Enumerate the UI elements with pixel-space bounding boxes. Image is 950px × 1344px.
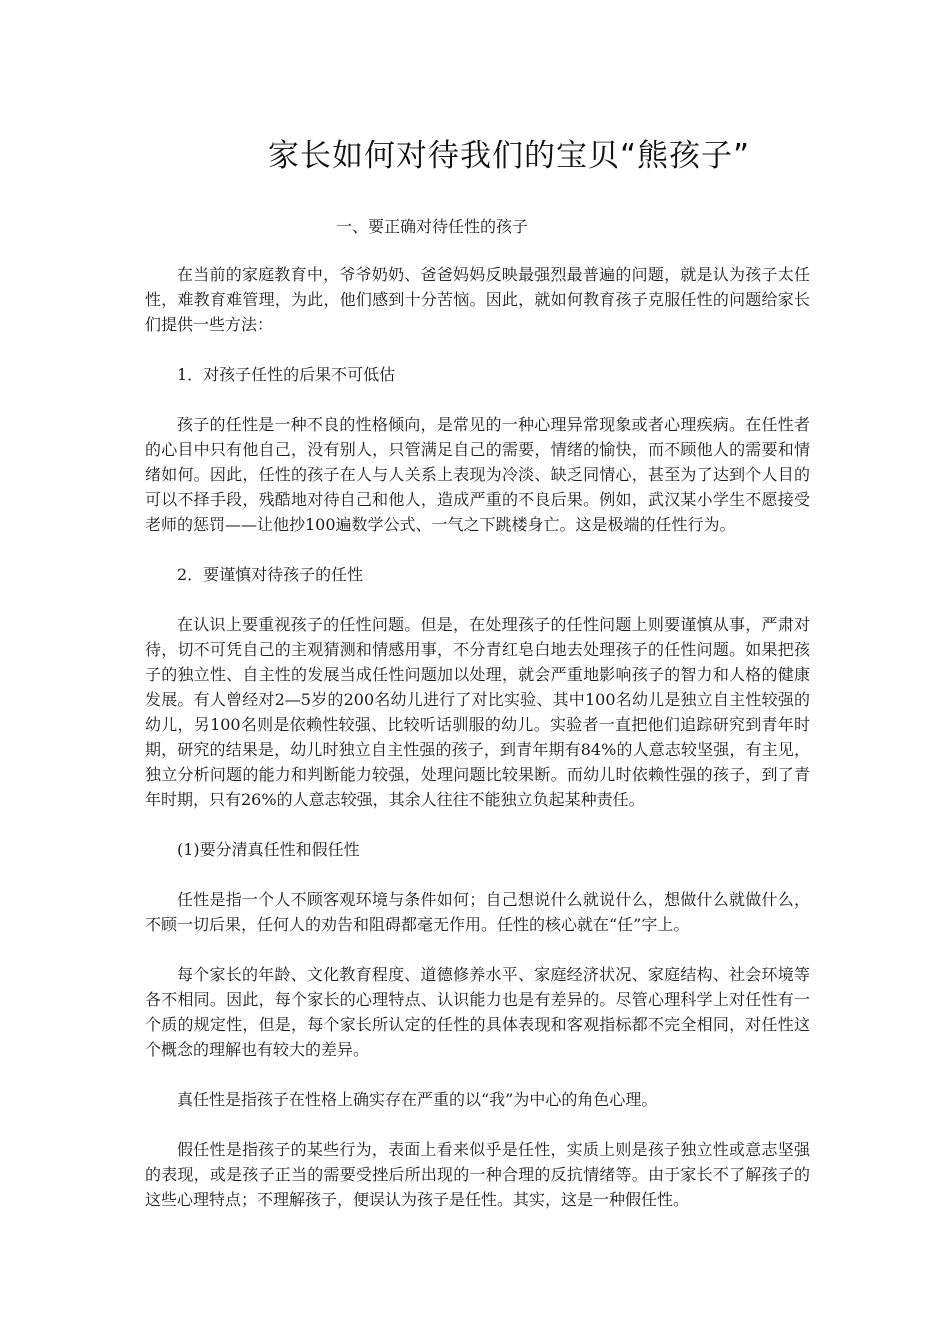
paragraph-cautious: 在认识上要重视孩子的任性问题。但是，在处理孩子的任性问题上则要谨慎从事，严肃对待，切不可凭自己的主观猜测和情感用事，不分青红皂白地去处理孩子的任性问题。如果把孩子的独立性、自主性的发展当成任性问题加以处理，就会严重地影响孩子的智力和人格的健康发展。有人曾经对2—5岁的200名幼儿进行了对比实验、其中100名幼儿是独立自主性较强的幼儿，另100名则是依赖性较强、比较听话驯服的幼儿。实验者一直把他们追踪研究到青年时期，研究的结果是，幼儿时独立自主性强的孩子，到青年期有84%的人意志较坚强，有主见，独立分析问题的能力和判断能力较强，处理问题比较果断。而幼儿时依赖性强的孩子，到了青年时期，只有26%的人意志较强，其余人往往不能独立负起某种责任。 <box>145 615 810 809</box>
paragraph-parents-differ: 每个家长的年龄、文化教育程度、道德修养水平、家庭经济状况、家庭结构、社会环境等各不相同。因此，每个家长的心理特点、认识能力也是有差异的。尽管心理科学上对任性有一个质的规定性，但是，每个家长所认定的任性的具体表现和客观指标都不完全相同，对任性这个概念的理解也有较大的差异。 <box>145 965 810 1059</box>
subheading-consequences: 1．对孩子任性的后果不可低估 <box>177 365 396 384</box>
subheading-cautious: 2．要谨慎对待孩子的任性 <box>177 565 364 584</box>
paragraph-false-willful: 假任性是指孩子的某些行为，表面上看来似乎是任性，实质上则是孩子独立性或意志坚强的表现，或是孩子正当的需要受挫后所出现的一种合理的反抗情绪等。由于家长不了解孩子的这些心理特点；不理解孩子，便误认为孩子是任性。其实，这是一种假任性。 <box>145 1140 810 1209</box>
section-heading: 一、要正确对待任性的孩子 <box>336 217 529 236</box>
paragraph-consequences: 孩子的任性是一种不良的性格倾向，是常见的一种心理异常现象或者心理疾病。在任性者的心目中只有他自己，没有别人，只管满足自己的需要，情绪的愉快，而不顾他人的需要和情绪如何。因此，任性的孩子在人与人关系上表现为冷淡、缺乏同情心，甚至为了达到个人目的可以不择手段，残酷地对待自己和他人，造成严重的不良后果。例如，武汉某小学生不愿接受老师的惩罚——让他抄100遍数学公式、一气之下跳楼身亡。这是极端的任性行为。 <box>145 415 810 534</box>
subheading-true-false: (1)要分清真任性和假任性 <box>177 840 360 859</box>
paragraph-definition: 任性是指一个人不顾客观环境与条件如何；自己想说什么就说什么，想做什么就做什么，不顾一切后果，任何人的劝告和阻碍都毫无作用。任性的核心就在“任”字上。 <box>145 890 810 934</box>
document-body <box>145 262 810 1237</box>
document-title: 家长如何对待我们的宝贝“熊孩子” <box>268 138 751 174</box>
paragraph-true-willful: 真任性是指孩子在性格上确实存在严重的以“我”为中心的角色心理。 <box>177 1090 658 1109</box>
paragraph-intro: 在当前的家庭教育中，爷爷奶奶、爸爸妈妈反映最强烈最普遍的问题，就是认为孩子太任性，难教育难管理，为此，他们感到十分苦恼。因此，就如何教育孩子克服任性的问题给家长们提供一些方法： <box>145 265 810 334</box>
